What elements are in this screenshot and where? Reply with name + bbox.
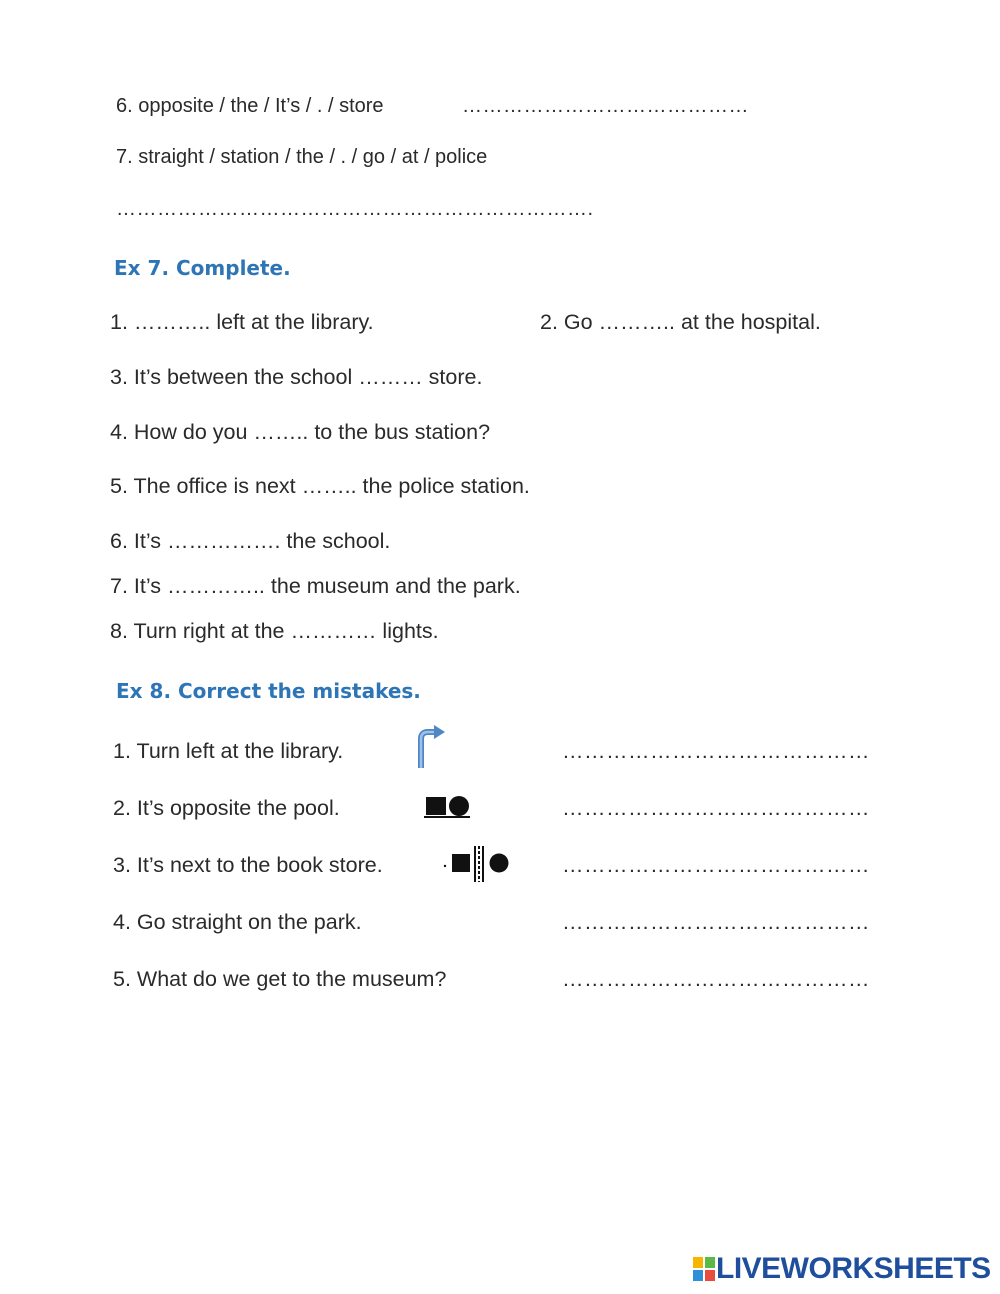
ex8-item-1: 1. Turn left at the library.: [113, 739, 344, 763]
ex7-item-4: 4. How do you …….. to the bus station?: [110, 420, 491, 444]
ex8-item-2-answer[interactable]: ……………………………………: [562, 796, 870, 820]
between-icon: [442, 844, 512, 884]
logo-text: LIVEWORKSHEETS: [716, 1252, 991, 1285]
ex7-item-6: 6. It’s ……………. the school.: [110, 529, 391, 553]
ex8-item-5-answer[interactable]: ……………………………………: [562, 967, 870, 991]
ex6-item-7: 7. straight / station / the / . / go / at / police: [116, 146, 488, 168]
ex7-item-1: 1. ……….. left at the library.: [110, 310, 374, 334]
ex8-item-1-answer[interactable]: ……………………………………: [562, 739, 870, 763]
ex7-item-7: 7. It’s ………….. the museum and the park.: [110, 574, 521, 598]
ex8-item-5: 5. What do we get to the museum?: [113, 967, 447, 991]
ex8-item-3: 3. It’s next to the book store.: [113, 853, 383, 877]
ex8-item-3-answer[interactable]: ……………………………………: [562, 853, 870, 877]
ex7-item-3: 3. It’s between the school ……… store.: [110, 365, 483, 389]
ex6-item-6: 6. opposite / the / It’s / . / store: [116, 95, 384, 117]
ex7-item-2: 2. Go ……….. at the hospital.: [540, 310, 821, 334]
logo-mark-icon: [692, 1256, 716, 1282]
ex8-item-2: 2. It’s opposite the pool.: [113, 796, 340, 820]
ex7-item-8: 8. Turn right at the ………… lights.: [110, 619, 439, 643]
ex8-item-4: 4. Go straight on the park.: [113, 910, 362, 934]
ex6-item-7-answer[interactable]: …………………………………………………………….: [116, 198, 594, 220]
opposite-icon: [424, 795, 472, 819]
turn-right-arrow-icon: [412, 722, 448, 770]
liveworksheets-logo[interactable]: [692, 1252, 991, 1286]
ex8-title: Ex 8. Correct the mistakes.: [116, 679, 421, 703]
ex8-item-4-answer[interactable]: ……………………………………: [562, 910, 870, 934]
ex7-title: Ex 7. Complete.: [114, 256, 291, 280]
ex7-item-5: 5. The office is next …….. the police station.: [110, 474, 530, 498]
ex6-item-6-answer[interactable]: ……………………………………: [462, 95, 749, 117]
